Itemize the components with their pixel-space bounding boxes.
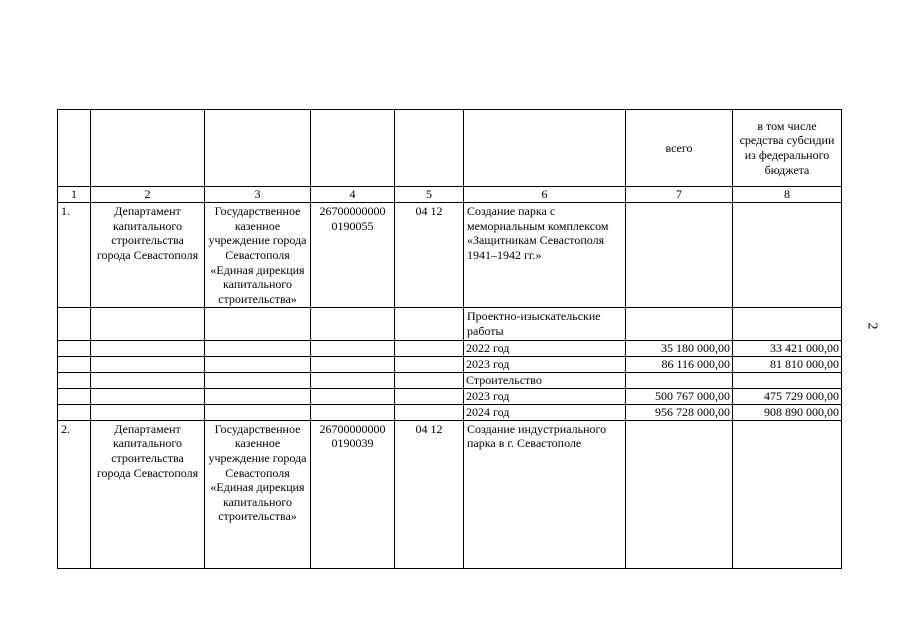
code-cell: 26700000000 0190055 — [311, 203, 395, 308]
department-cell: Департамент капитального строительства города Севастополя — [91, 420, 205, 568]
table-row — [58, 308, 842, 340]
stage-label: Проектно-изыскательские работы — [464, 308, 626, 340]
header-cell-1 — [58, 110, 91, 187]
header-row — [58, 110, 842, 187]
col-number: 6 — [464, 187, 626, 203]
federal-value: 81 810 000,00 — [733, 356, 842, 372]
table-row — [58, 388, 842, 404]
object-cell: Создание индустриального парка в г. Севастополе — [464, 420, 626, 568]
year-label: 2023 год — [464, 388, 626, 404]
federal-cell — [733, 420, 842, 568]
total-value — [626, 372, 733, 388]
page-number: 2 — [864, 322, 880, 330]
col-number: 1 — [58, 187, 91, 203]
table-row — [58, 203, 842, 308]
table-row — [58, 420, 842, 568]
federal-value — [733, 308, 842, 340]
header-cell-6 — [464, 110, 626, 187]
object-cell: Создание парка с мемориальным комплексом «Защитникам Севастополя 1941–1942 гг.» — [464, 203, 626, 308]
row-number: 1. — [58, 203, 91, 308]
header-cell-3 — [205, 110, 311, 187]
col-number: 4 — [311, 187, 395, 203]
year-label: 2024 год — [464, 404, 626, 420]
column-number-row — [58, 187, 842, 203]
recipient-cell: Государственное казенное учреждение города Севастополя «Единая дирекция капитального строительства» — [205, 420, 311, 568]
federal-value: 908 890 000,00 — [733, 404, 842, 420]
col-number: 2 — [91, 187, 205, 203]
header-total: всего — [626, 110, 733, 187]
col-number: 7 — [626, 187, 733, 203]
department-cell: Департамент капитального строительства города Севастополя — [91, 203, 205, 308]
federal-value — [733, 372, 842, 388]
col-number: 5 — [395, 187, 464, 203]
table-row — [58, 340, 842, 356]
total-cell — [626, 420, 733, 568]
year-label: 2022 год — [464, 340, 626, 356]
header-cell-4 — [311, 110, 395, 187]
federal-value: 475 729 000,00 — [733, 388, 842, 404]
header-cell-2 — [91, 110, 205, 187]
section-cell: 04 12 — [395, 203, 464, 308]
year-label: 2023 год — [464, 356, 626, 372]
federal-cell — [733, 203, 842, 308]
header-federal: в том числе средства субсидии из федерального бюджета — [733, 110, 842, 187]
col-number: 3 — [205, 187, 311, 203]
table-row — [58, 356, 842, 372]
federal-value: 33 421 000,00 — [733, 340, 842, 356]
total-value: 500 767 000,00 — [626, 388, 733, 404]
recipient-cell: Государственное казенное учреждение города Севастополя «Единая дирекция капитального строительства» — [205, 203, 311, 308]
total-value: 35 180 000,00 — [626, 340, 733, 356]
stage-label: Строительство — [464, 372, 626, 388]
section-cell: 04 12 — [395, 420, 464, 568]
total-cell — [626, 203, 733, 308]
total-value: 956 728 000,00 — [626, 404, 733, 420]
total-value: 86 116 000,00 — [626, 356, 733, 372]
header-cell-5 — [395, 110, 464, 187]
code-cell: 26700000000 0190039 — [311, 420, 395, 568]
table-row — [58, 404, 842, 420]
col-number: 8 — [733, 187, 842, 203]
subsidy-table — [57, 109, 842, 569]
total-value — [626, 308, 733, 340]
row-number: 2. — [58, 420, 91, 568]
table-row — [58, 372, 842, 388]
